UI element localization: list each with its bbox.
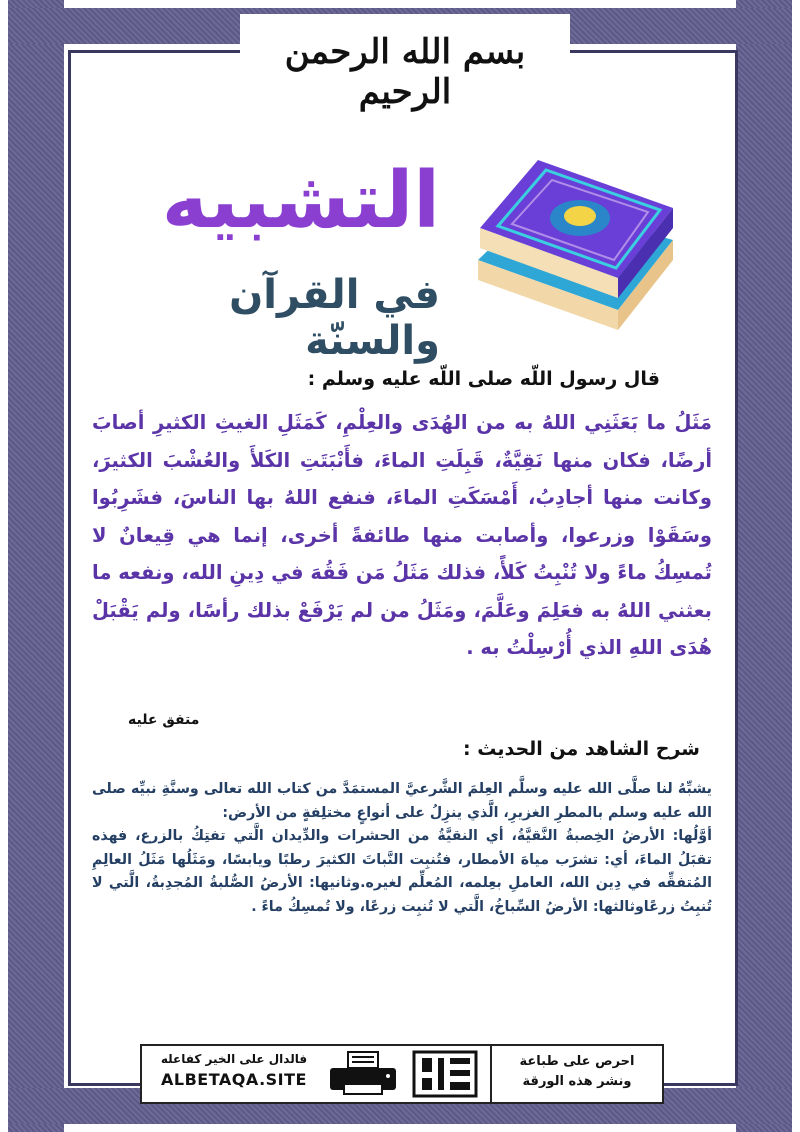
sharh-paragraph: يشبِّهُ لنا صلَّى الله عليه وسلَّم العِلمَ الشَّرعيَّ المستمَدَّ من كتاب الله تعالى وسنَّةِ نبيِّه صلى الله عليه وسلم بالمطرِ الغزيرِ، الَّذي ينزِلُ على أنواعٍ مختلِفةٍ من الأرض: [92, 781, 712, 821]
page-subtitle: في القرآن والسنّة [229, 272, 440, 364]
hadith-intro: قال رسول اللّه صلى اللّه عليه وسلم : [307, 368, 660, 390]
frame-stripe-right [736, 0, 792, 1132]
sharh-text [92, 778, 712, 919]
footer-bar [140, 1044, 664, 1104]
footer-cta [498, 1052, 656, 1092]
footer-site-link[interactable]: ALBETAQA.SITE [161, 1070, 307, 1089]
footer-divider [490, 1046, 492, 1102]
hadith-body: مَثَلُ ما بَعَثَنِي اللهُ به من الهُدَى والعِلْمِ، كَمَثَلِ الغيثِ الكثيرِ أصابَ أرضًا، فكان منها نَقِيَّةٌ، قَبِلَتِ الماءَ، فأَنْبَتَتِ الكَلأَ والعُشْبَ الكثيرَ، وكانت منها أجادِبُ، أَمْسَكَتِ الماءَ، فنفع اللهُ بها الناسَ، فشَرِبُوا وسَقَوْا وزرعوا، وأصابت منها طائفةً أخرى، إنما هي قِيعانٌ لا تُمسِكُ ماءً ولا تُنْبِتُ كَلأً، فذلك مَثَلُ مَن فَقُهَ في دِينِ الله، ونفعه ما بعثني اللهُ به فعَلِمَ وعَلَّمَ، ومَثَلُ من لم يَرْفَعْ بذلك رأسًا، ولم يَقْبَلْ هُدَى اللهِ الذي أُرْسِلْتُ به . [92, 411, 712, 659]
footer-slogan: فالدال على الخير كفاعله [160, 1052, 308, 1066]
basmala-banner [240, 14, 570, 110]
logo [410, 1048, 480, 1100]
frame-stripe-left [8, 0, 64, 1132]
footer-site-block [146, 1052, 322, 1089]
basmala: بسم الله الرحمن الرحيم [284, 32, 526, 112]
footer-cta-line1: احرص على طباعة [519, 1054, 635, 1069]
page-title: التشبيه [161, 156, 440, 246]
hadith-source: متفق عليه [128, 712, 200, 728]
printer-icon [326, 1050, 400, 1098]
sharh-heading: شرح الشاهد من الحديث : [463, 738, 700, 760]
sharh-paragraph: أوَّلُها: الأرضُ الخِصبةُ النَّقيَّةُ، أي النقيَّةُ من الحشرات والدِّيدان الَّتي تفتِكُ بالزرع، فهذه تقبَلُ الماءَ، أي: تشرَب مياهَ الأمطار، فتُنبِت النَّباتَ الكثيرَ رطبًا ويابسًا، ومَثَلُها مَثَلُ العالِمِ المُتفقِّه في دِين الله، العاملِ بعِلمه، المُعلِّم لغيره.وثانيها: الأرضُ الصُّلبةُ المُجدِبةُ، الَّتي لا تُنبِتُ زرعًاوثالثها: الأرضُ السِّباخُ، الَّتي لا تُنبِت زرعًا، ولا تُمسِكُ ماءً . [92, 828, 712, 915]
footer-cta-line2: ونشر هذه الورقة [522, 1074, 632, 1089]
books-icon [468, 140, 678, 340]
hadith-text [92, 404, 712, 667]
